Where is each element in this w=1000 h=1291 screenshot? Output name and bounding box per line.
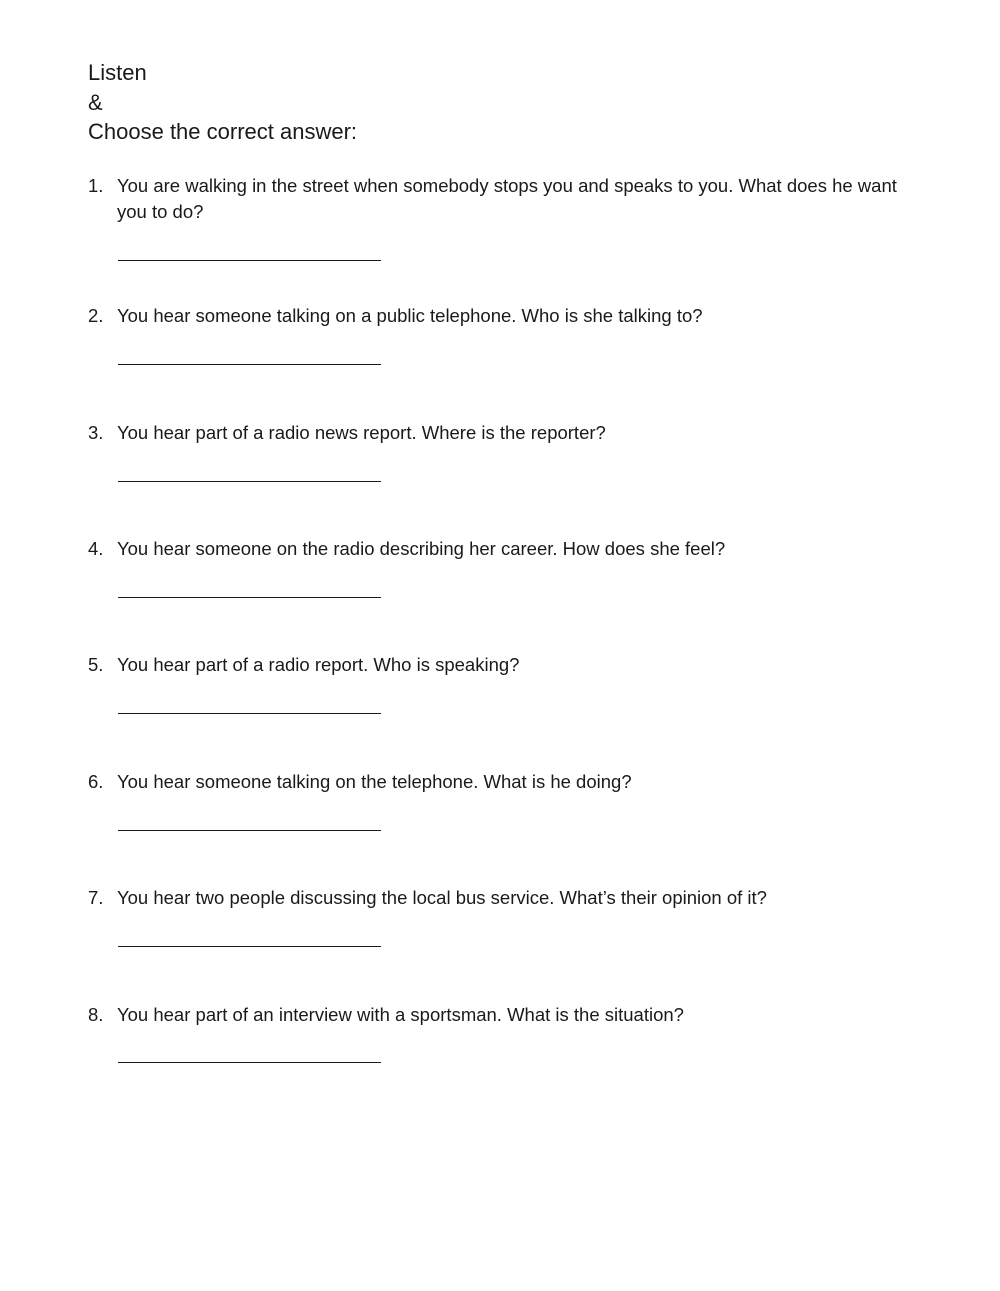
answer-blank-8[interactable] xyxy=(118,1062,381,1063)
answer-blank-5[interactable] xyxy=(118,713,381,714)
question-6 xyxy=(88,769,908,795)
question-5 xyxy=(88,652,908,678)
question-3 xyxy=(88,420,908,446)
question-number: 4. xyxy=(88,538,104,559)
question-number: 5. xyxy=(88,654,104,675)
answer-blank-7[interactable] xyxy=(118,946,381,947)
answer-blank-2[interactable] xyxy=(118,364,381,365)
question-1 xyxy=(88,173,908,225)
question-8 xyxy=(88,1002,908,1028)
question-7 xyxy=(88,885,908,911)
question-4 xyxy=(88,536,908,562)
answer-blank-3[interactable] xyxy=(118,481,381,482)
question-number: 6. xyxy=(88,771,104,792)
question-text: You hear someone talking on the telephone. What is he doing? xyxy=(117,771,632,792)
question-text: You are walking in the street when somebody stops you and speaks to you. What does he want you to do? xyxy=(117,175,897,222)
question-number: 3. xyxy=(88,422,104,443)
question-number: 7. xyxy=(88,887,104,908)
question-number: 2. xyxy=(88,305,104,326)
question-text: You hear part of an interview with a sportsman. What is the situation? xyxy=(117,1004,684,1025)
worksheet-title xyxy=(88,58,357,147)
question-text: You hear someone talking on a public telephone. Who is she talking to? xyxy=(117,305,703,326)
title-line-instruction: Choose the correct answer: xyxy=(88,119,358,144)
answer-blank-4[interactable] xyxy=(118,597,381,598)
answer-blank-1[interactable] xyxy=(118,260,381,261)
question-text: You hear part of a radio news report. Where is the reporter? xyxy=(117,422,606,443)
question-number: 1. xyxy=(88,175,104,196)
answer-blank-6[interactable] xyxy=(118,830,381,831)
question-text: You hear two people discussing the local bus service. What’s their opinion of it? xyxy=(117,887,767,908)
title-line-listen: Listen xyxy=(88,60,147,85)
question-2 xyxy=(88,303,908,329)
title-line-ampersand: & xyxy=(88,89,103,115)
question-number: 8. xyxy=(88,1004,104,1025)
question-text: You hear someone on the radio describing her career. How does she feel? xyxy=(117,538,726,559)
question-text: You hear part of a radio report. Who is speaking? xyxy=(117,654,520,675)
